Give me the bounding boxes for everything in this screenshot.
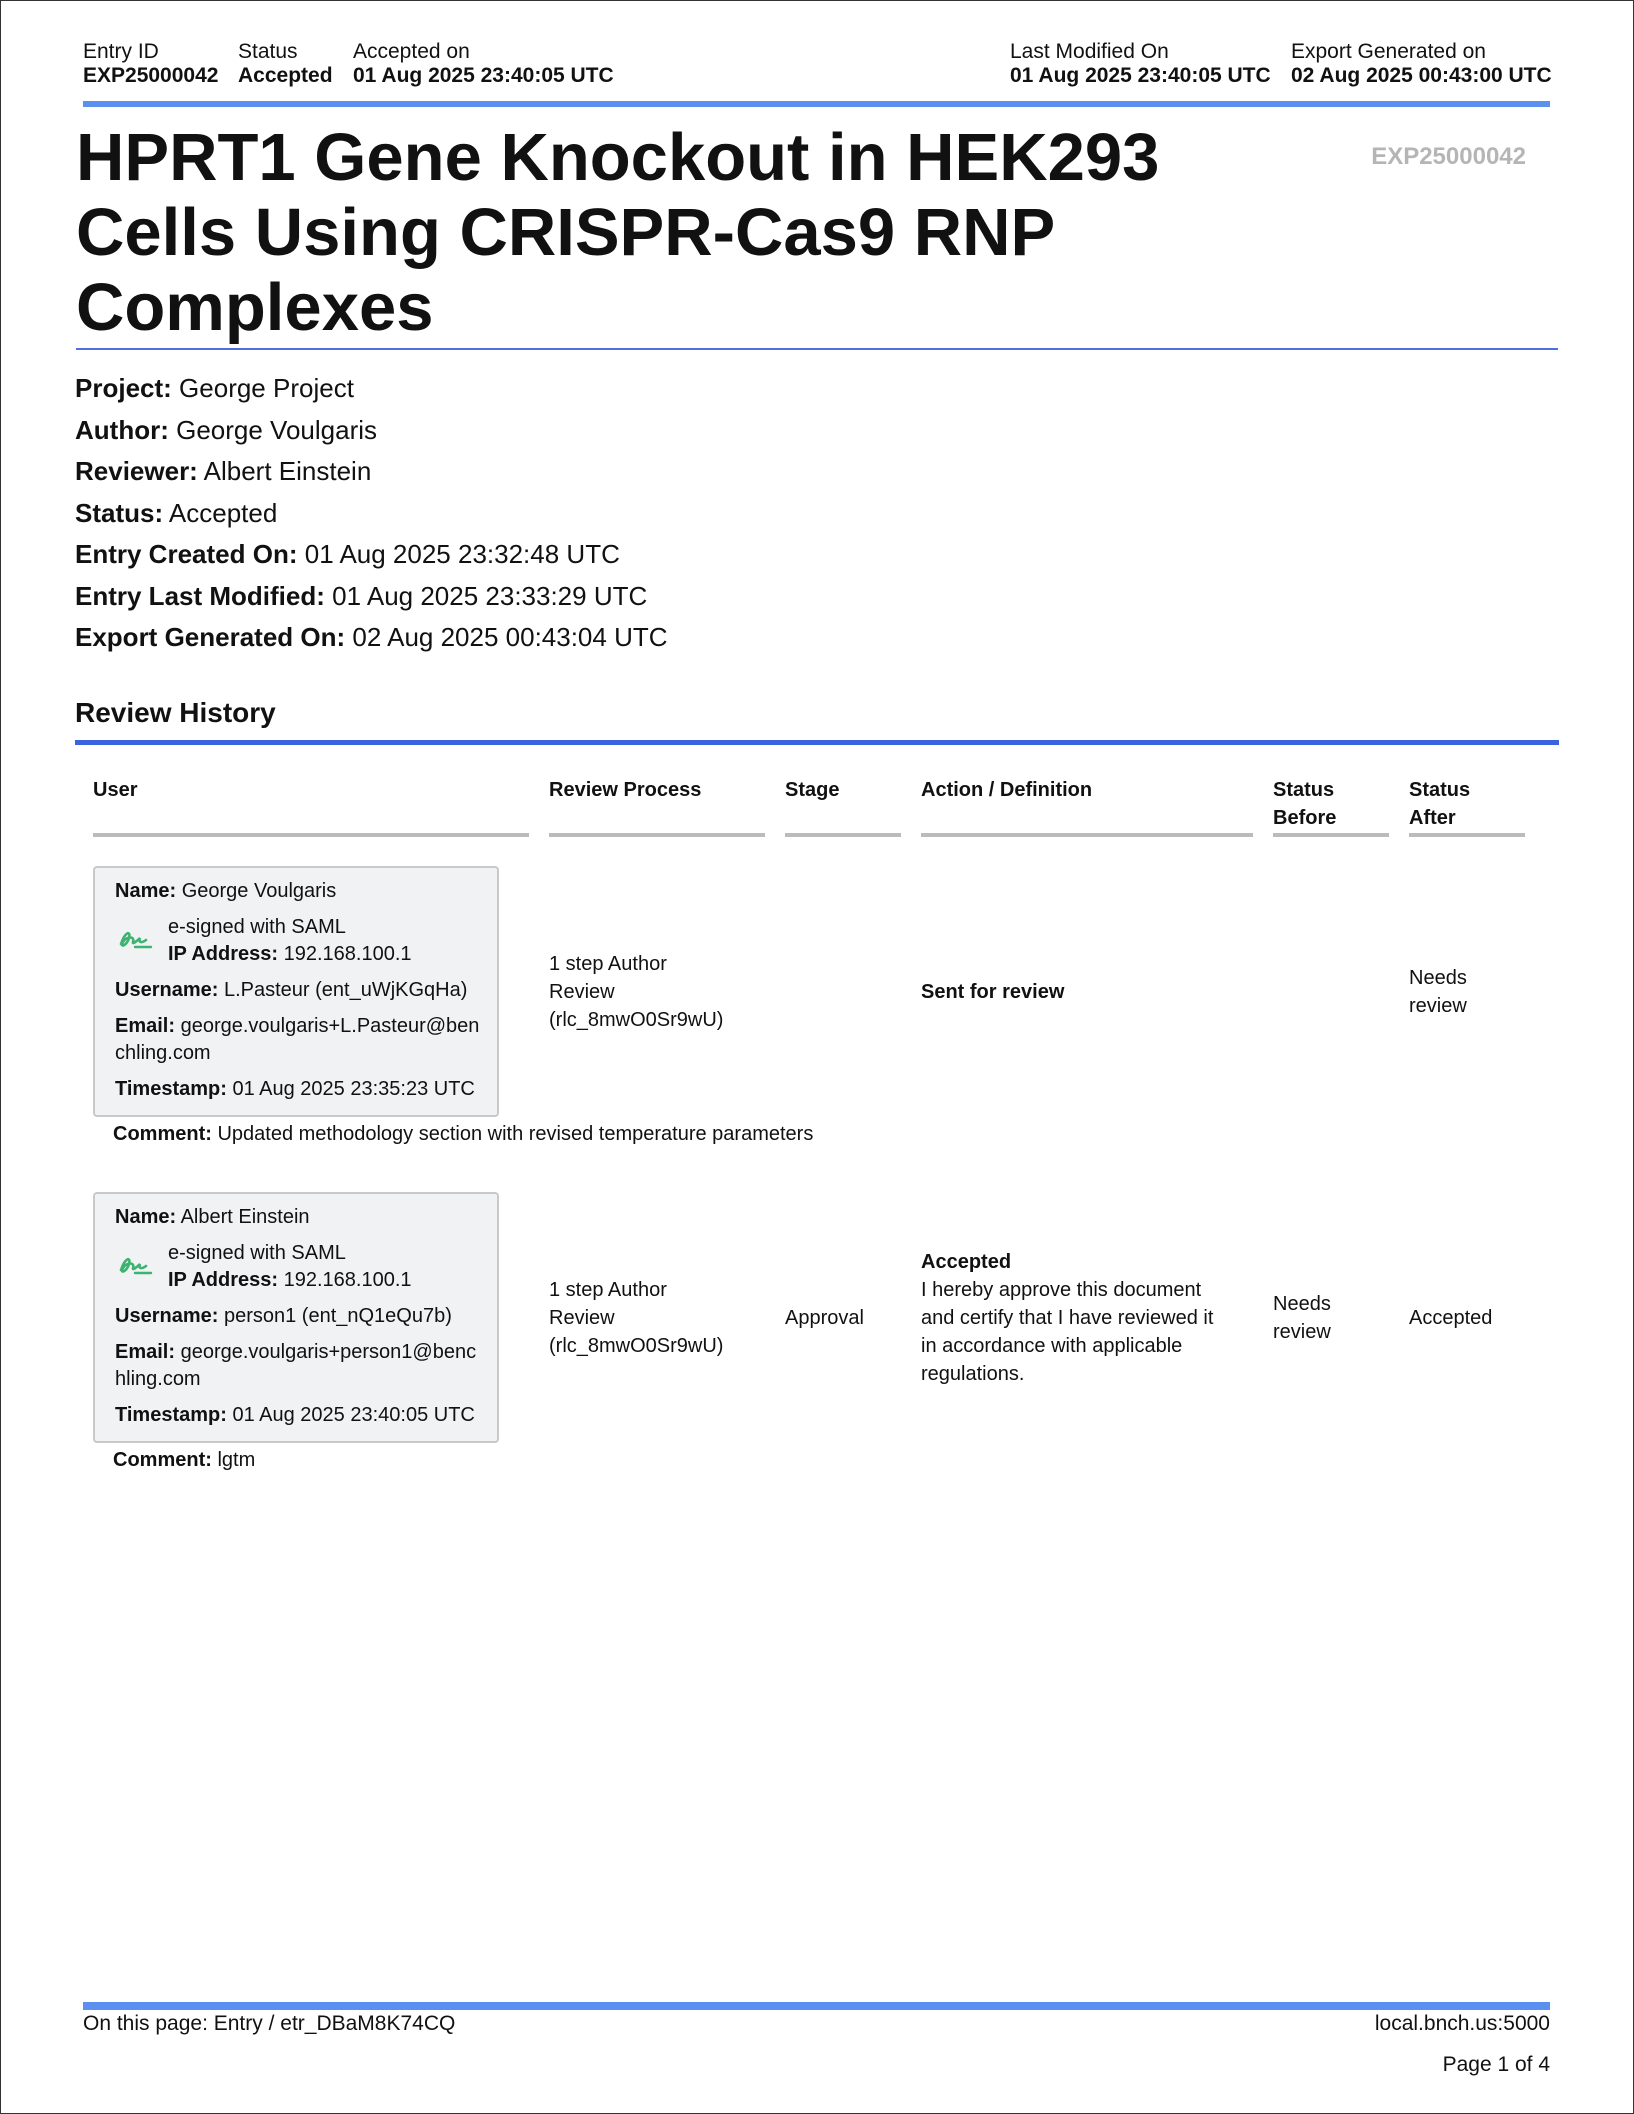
- review-process-line3: (rlc_8mwO0Sr9wU): [549, 1009, 724, 1031]
- signature-icon: [115, 924, 153, 954]
- meta-entry-id-label: Entry ID: [83, 40, 159, 63]
- review-process-line1: 1 step Author: [549, 1279, 667, 1301]
- reviewer-timestamp: [115, 1076, 497, 1103]
- email-value: george.voulgaris+person1@benchling.com: [115, 1341, 477, 1390]
- reviewer-name: [115, 878, 497, 905]
- col-underline-status-before: [1273, 833, 1389, 837]
- title-divider: [76, 348, 1558, 350]
- title-entry-id: EXP25000042: [1371, 143, 1526, 170]
- col-underline-process: [549, 833, 765, 837]
- col-header-status-after: [1409, 776, 1470, 832]
- status-after-line2: review: [1409, 995, 1467, 1017]
- meta-last-modified-value: 01 Aug 2025 23:40:05 UTC: [1010, 64, 1271, 87]
- summary-modified: [75, 578, 668, 620]
- col-underline-status-after: [1409, 833, 1525, 837]
- email-label: Email:: [115, 1341, 176, 1363]
- status-after-line1: Needs: [1409, 967, 1467, 989]
- ip-value: 192.168.100.1: [283, 943, 412, 965]
- ip-value: 192.168.100.1: [283, 1269, 412, 1291]
- status-after-cell: [1409, 964, 1467, 1020]
- summary-modified-value: 01 Aug 2025 23:33:29 UTC: [332, 580, 648, 611]
- summary-author: [75, 412, 668, 454]
- timestamp-value: 01 Aug 2025 23:35:23 UTC: [232, 1078, 475, 1100]
- stage-cell: Approval: [785, 1307, 864, 1329]
- meta-status-value: Accepted: [238, 64, 333, 87]
- meta-entry-id: [83, 40, 218, 88]
- ip-label: IP Address:: [168, 943, 279, 965]
- col-header-stage: Stage: [785, 779, 840, 801]
- esigned-text: e-signed with SAML: [168, 1242, 346, 1264]
- meta-export-generated: [1291, 40, 1552, 88]
- col-header-status-before-line1: Status: [1273, 779, 1335, 801]
- col-header-status-before-line2: Before: [1273, 807, 1337, 829]
- meta-entry-id-value: EXP25000042: [83, 64, 219, 87]
- name-value: Albert Einstein: [180, 1206, 310, 1228]
- ip-address: [168, 1267, 497, 1294]
- action-definition-line4: regulations.: [921, 1363, 1025, 1385]
- page-title: HPRT1 Gene Knockout in HEK293 Cells Using CRISPR-Cas9 RNP Complexes: [76, 120, 1160, 345]
- comment-value: lgtm: [217, 1449, 256, 1471]
- timestamp-label: Timestamp:: [115, 1078, 227, 1100]
- meta-accepted-on-value: 01 Aug 2025 23:40:05 UTC: [353, 64, 614, 87]
- summary-modified-label: Entry Last Modified:: [75, 580, 325, 611]
- summary-created-value: 01 Aug 2025 23:32:48 UTC: [304, 539, 620, 569]
- action-definition-line2: and certify that I have reviewed it: [921, 1307, 1214, 1329]
- col-underline-action: [921, 833, 1253, 837]
- col-header-action: Action / Definition: [921, 779, 1093, 801]
- signature-block: [115, 914, 497, 968]
- col-header-review-process: Review Process: [549, 779, 702, 801]
- status-after-line1: Accepted: [1409, 1307, 1493, 1329]
- ip-label: IP Address:: [168, 1269, 279, 1291]
- username-value: L.Pasteur (ent_uWjKGqHa): [223, 979, 468, 1001]
- summary-project-value: George Project: [179, 373, 354, 403]
- action-definition-line1: I hereby approve this document: [921, 1279, 1202, 1301]
- review-process-line2: Review: [549, 1307, 615, 1329]
- action-cell: [921, 1248, 1241, 1388]
- comment-value: Updated methodology section with revised temperature parameters: [217, 1123, 814, 1145]
- review-process-line2: Review: [549, 981, 615, 1003]
- name-label: Name:: [115, 1206, 177, 1228]
- meta-status-label: Status: [238, 40, 298, 63]
- signature-icon: [115, 1250, 153, 1280]
- meta-last-modified: [1010, 40, 1271, 88]
- email-value: george.voulgaris+L.Pasteur@benchling.com: [115, 1015, 480, 1064]
- review-comment: [113, 1449, 255, 1472]
- summary-export: [75, 619, 668, 661]
- status-before-line2: review: [1273, 1321, 1331, 1343]
- review-history-divider: [75, 740, 1559, 745]
- reviewer-card: [93, 1192, 499, 1443]
- action-definition-line3: in accordance with applicable: [921, 1335, 1183, 1357]
- meta-export-generated-label: Export Generated on: [1291, 40, 1486, 63]
- action-cell: Sent for review: [921, 981, 1065, 1003]
- summary-created: [75, 536, 668, 578]
- username-label: Username:: [115, 979, 219, 1001]
- review-process-line3: (rlc_8mwO0Sr9wU): [549, 1335, 724, 1357]
- username-label: Username:: [115, 1305, 219, 1327]
- col-header-user: User: [93, 779, 138, 801]
- comment-label: Comment:: [113, 1123, 212, 1145]
- summary-export-value: 02 Aug 2025 00:43:04 UTC: [352, 622, 668, 652]
- reviewer-email: [115, 1339, 483, 1393]
- col-underline-stage: [785, 833, 901, 837]
- summary-status: [75, 495, 668, 537]
- reviewer-email: [115, 1013, 483, 1067]
- footer-host: local.bnch.us:5000: [1374, 2012, 1550, 2035]
- username-value: person1 (ent_nQ1eQu7b): [223, 1305, 452, 1327]
- meta-last-modified-label: Last Modified On: [1010, 40, 1169, 63]
- summary-author-value: George Voulgaris: [176, 414, 377, 445]
- meta-accepted-on: [353, 40, 614, 88]
- review-history-title: Review History: [75, 697, 276, 728]
- summary-project-label: Project:: [75, 373, 172, 403]
- summary-created-label: Entry Created On:: [75, 539, 298, 569]
- summary-export-label: Export Generated On:: [75, 622, 346, 652]
- footer-divider: [83, 2002, 1550, 2010]
- meta-status: [238, 40, 333, 88]
- signature-block: [115, 1240, 497, 1294]
- footer-on-this-page: On this page: Entry / etr_DBaM8K74CQ: [83, 2012, 456, 2035]
- reviewer-username: [115, 977, 497, 1004]
- review-process-cell: [549, 1276, 723, 1360]
- action-title: Accepted: [921, 1251, 1012, 1273]
- col-header-status-after-line2: After: [1409, 807, 1456, 829]
- email-label: Email:: [115, 1015, 176, 1037]
- comment-label: Comment:: [113, 1449, 212, 1471]
- review-process-line1: 1 step Author: [549, 953, 667, 975]
- footer-page-number: Page 1 of 4: [1442, 2053, 1550, 2076]
- timestamp-label: Timestamp:: [115, 1404, 227, 1426]
- summary-author-label: Author:: [75, 414, 169, 445]
- status-before-cell: [1273, 1290, 1331, 1346]
- review-process-cell: [549, 950, 723, 1034]
- meta-accepted-on-label: Accepted on: [353, 40, 470, 63]
- reviewer-card: [93, 866, 499, 1117]
- summary-project: [75, 370, 668, 412]
- name-label: Name:: [115, 880, 177, 902]
- col-header-status-after-line1: Status: [1409, 779, 1471, 801]
- col-underline-user: [93, 833, 529, 837]
- review-comment: [113, 1123, 813, 1146]
- meta-export-generated-value: 02 Aug 2025 00:43:00 UTC: [1291, 64, 1552, 87]
- entry-summary: [75, 370, 668, 661]
- status-before-line1: Needs: [1273, 1293, 1331, 1315]
- timestamp-value: 01 Aug 2025 23:40:05 UTC: [232, 1404, 475, 1426]
- summary-status-value: Accepted: [168, 497, 278, 528]
- summary-reviewer-label: Reviewer:: [75, 456, 198, 486]
- name-value: George Voulgaris: [181, 880, 337, 902]
- summary-reviewer-value: Albert Einstein: [203, 456, 372, 486]
- status-after-cell: [1409, 1304, 1492, 1332]
- header-divider: [83, 101, 1550, 107]
- reviewer-timestamp: [115, 1402, 497, 1429]
- col-header-status-before: [1273, 776, 1336, 832]
- summary-status-label: Status:: [75, 497, 164, 528]
- ip-address: [168, 941, 497, 968]
- esigned-text: e-signed with SAML: [168, 916, 346, 938]
- summary-reviewer: [75, 453, 668, 495]
- reviewer-name: [115, 1204, 497, 1231]
- reviewer-username: [115, 1303, 497, 1330]
